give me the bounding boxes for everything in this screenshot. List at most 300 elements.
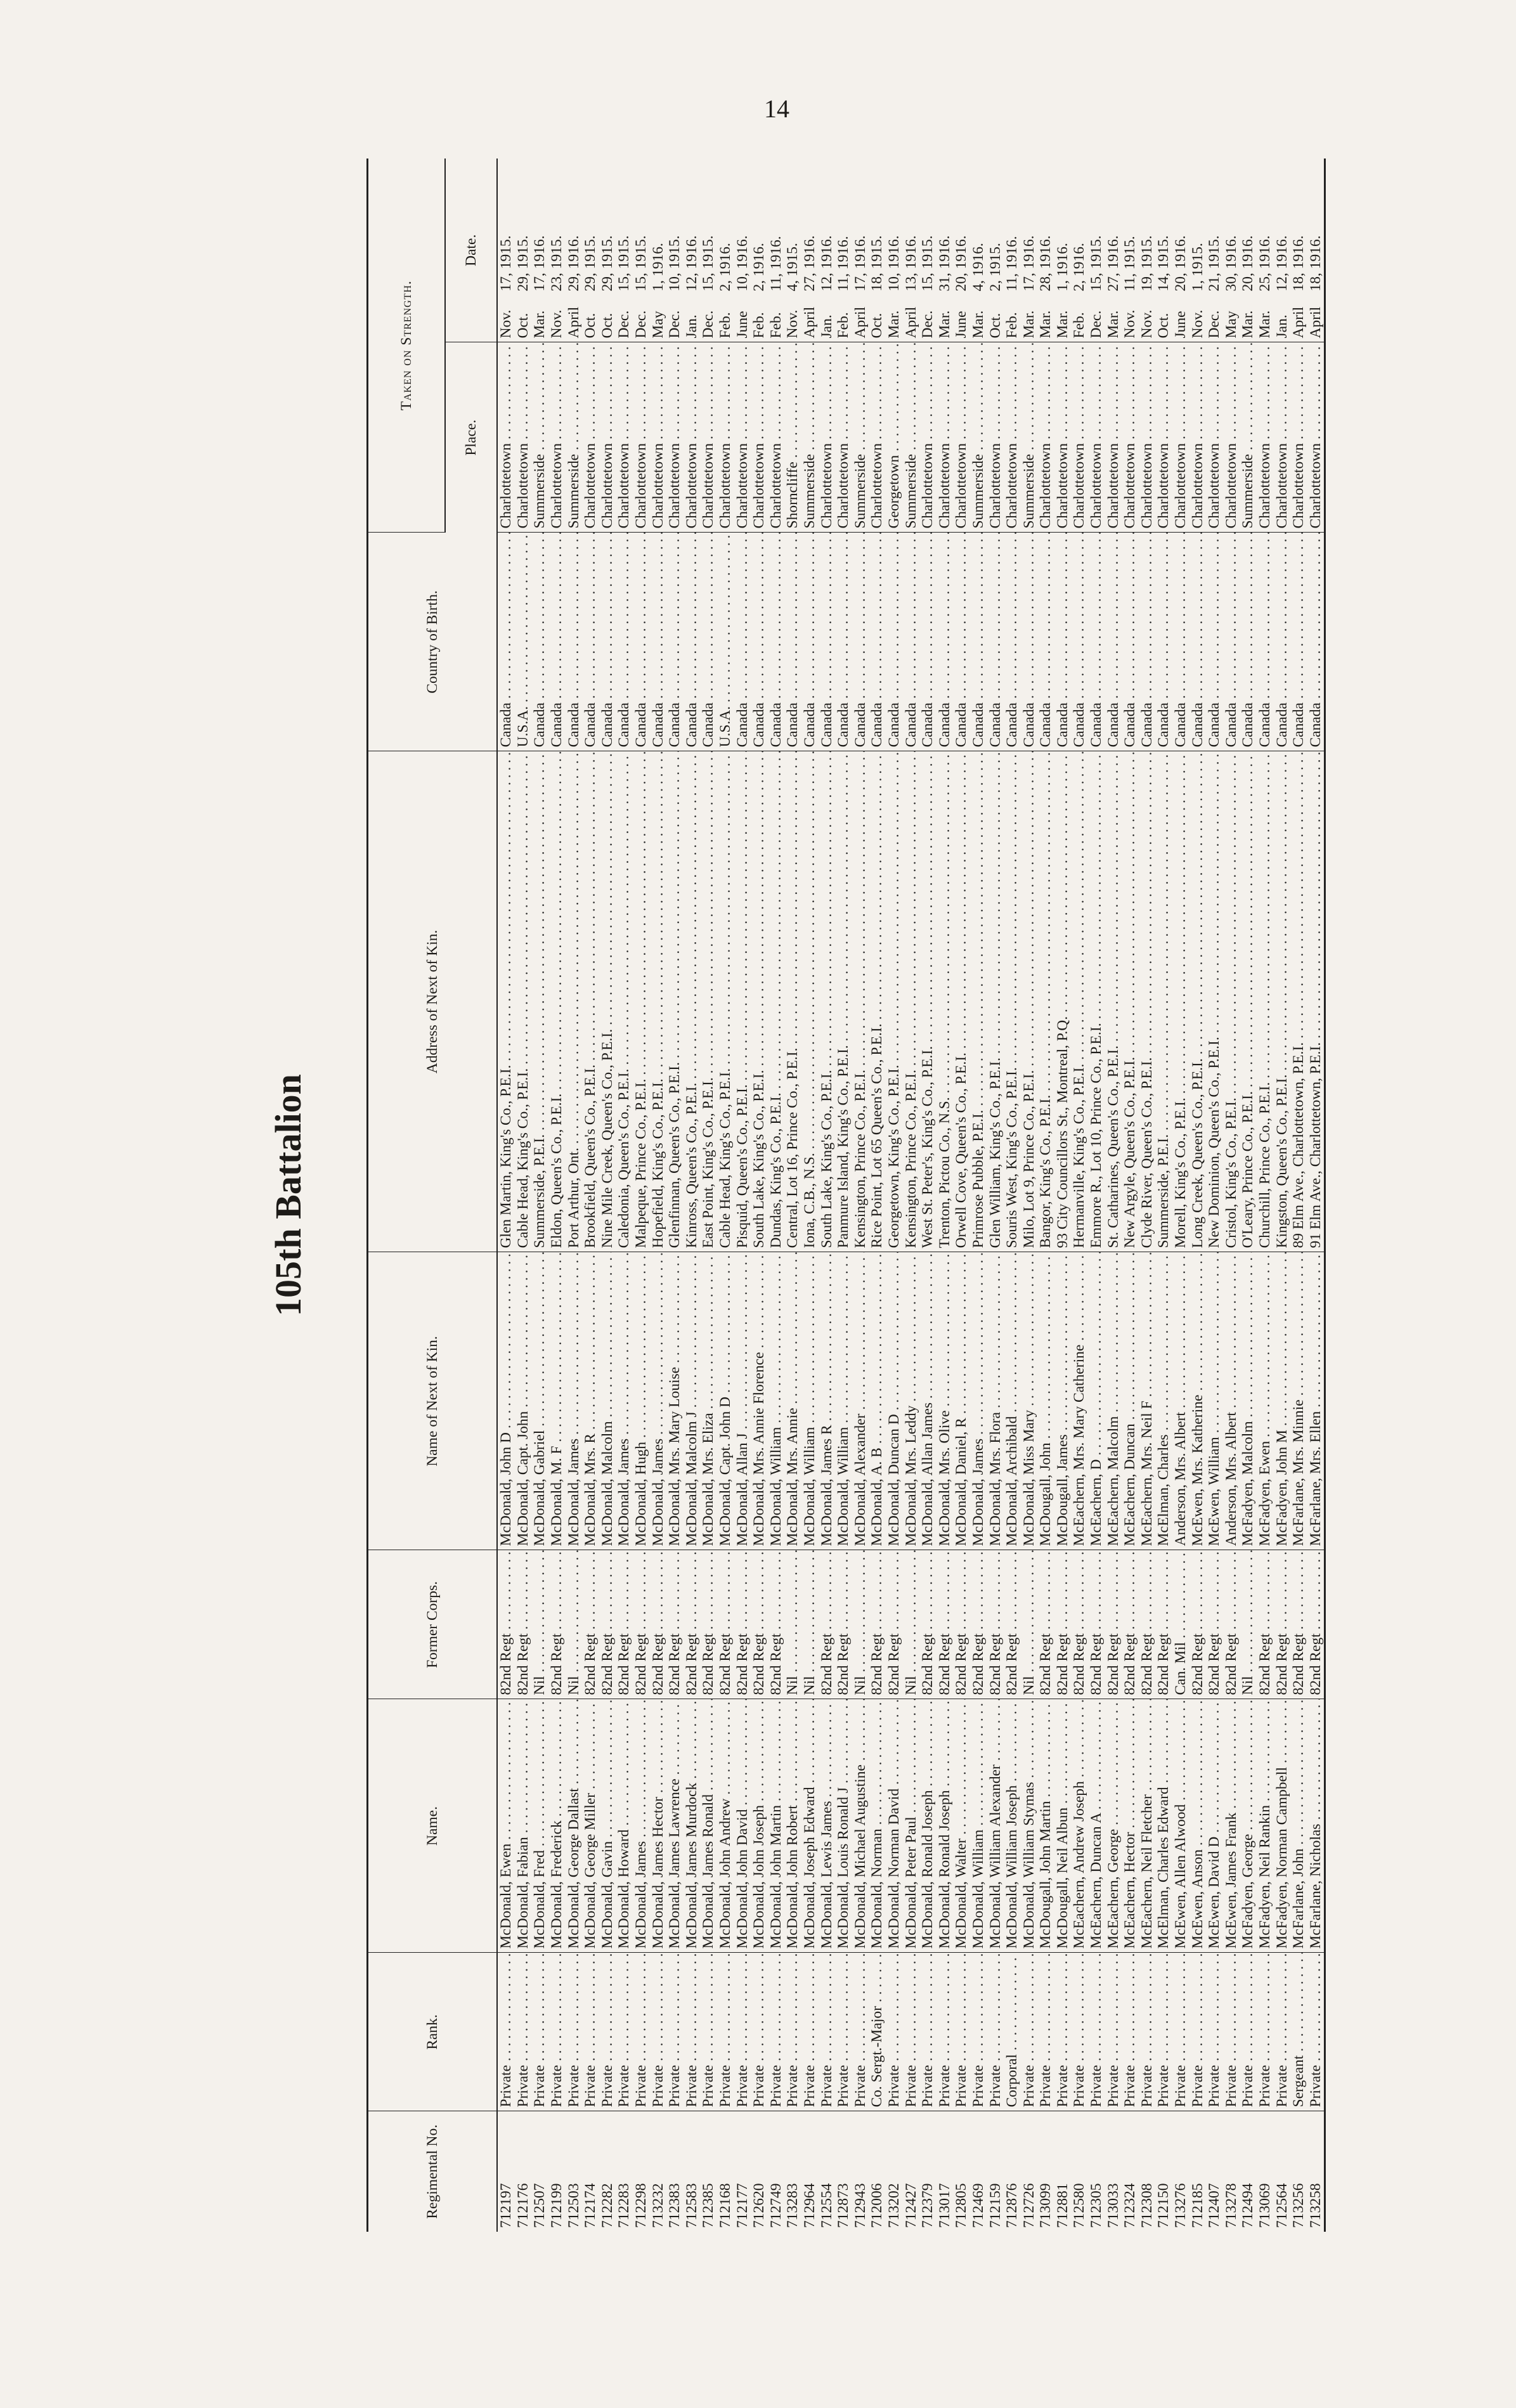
address-cell-text: Cristol, King's Co., P.E.I. . . . xyxy=(1223,751,1240,1248)
name-cell xyxy=(616,1699,633,1953)
place-cell xyxy=(497,342,515,533)
next-of-kin-cell xyxy=(1071,1252,1088,1550)
address-cell xyxy=(902,751,919,1252)
country-cell xyxy=(902,533,919,751)
date-month: May xyxy=(649,311,666,339)
former-corps-cell-text: 82nd Regt . . . xyxy=(1071,1550,1087,1695)
rank-cell-text: Private . . . xyxy=(987,1953,1004,2107)
country-cell xyxy=(886,533,903,751)
date-day-year: 10, 1916. xyxy=(885,235,902,292)
table-row xyxy=(1139,159,1156,2232)
place-cell-text: Charlottetown . . . xyxy=(599,342,616,529)
rank-cell xyxy=(1240,1953,1257,2111)
regimental-no-cell xyxy=(1290,2111,1307,2232)
date-month: Feb. xyxy=(717,312,734,339)
place-cell-text: Charlottetown . . . xyxy=(1071,342,1087,529)
next-of-kin-cell-text: McDonald, Mrs. Annie . . . xyxy=(784,1252,801,1546)
country-cell-text: Canada . . . xyxy=(903,533,919,748)
regimental-no-cell xyxy=(784,2111,801,2232)
place-cell xyxy=(683,342,701,533)
place-cell-text: Charlottetown . . . xyxy=(1223,342,1240,529)
address-cell-text: Eldon, Queen's Co., P.E.I. . . . xyxy=(548,751,565,1248)
regimental-no-cell-text: 712385 xyxy=(700,2183,717,2228)
place-cell xyxy=(1172,342,1189,533)
regimental-no-cell xyxy=(1054,2111,1072,2232)
former-corps-cell-text: 82nd Regt . . . xyxy=(987,1550,1004,1695)
next-of-kin-cell-text: Anderson, Mrs. Albert . . . xyxy=(1172,1252,1189,1546)
regimental-no-cell xyxy=(666,2111,683,2232)
date-month: Nov. xyxy=(1138,309,1155,339)
regimental-no-cell-text: 712943 xyxy=(852,2183,869,2228)
next-of-kin-cell-text: McDonald, Mrs. Flora . . . xyxy=(987,1252,1004,1546)
date-month: April xyxy=(852,306,869,339)
name-cell xyxy=(734,1699,751,1953)
name-cell-text: McEwen, David D . . . xyxy=(1206,1699,1222,1949)
former-corps-cell xyxy=(582,1550,599,1699)
name-cell xyxy=(852,1699,869,1953)
country-cell-text: Canada . . . xyxy=(1172,533,1189,748)
country-cell xyxy=(717,533,734,751)
regimental-no-cell-text: 712185 xyxy=(1189,2183,1206,2228)
date-cell xyxy=(1223,159,1240,342)
regimental-no-cell xyxy=(1155,2111,1172,2232)
address-cell-text: New Argyle, Queen's Co., P.E.I. . . . xyxy=(1122,751,1138,1248)
date-day-year: 29, 1915. xyxy=(599,235,616,292)
next-of-kin-cell-text: McDonald, William . . . xyxy=(768,1252,784,1546)
country-cell-text: Canada . . . xyxy=(1037,533,1054,748)
regimental-no-cell xyxy=(515,2111,532,2232)
next-of-kin-cell-text: McDonald, Malcolm . . . xyxy=(599,1252,616,1546)
former-corps-cell xyxy=(700,1550,717,1699)
next-of-kin-cell-text: McEachern, D . . . xyxy=(1088,1252,1105,1546)
former-corps-cell xyxy=(1273,1550,1290,1699)
former-corps-cell-text: Can. Mil . . . xyxy=(1172,1550,1189,1695)
former-corps-cell xyxy=(936,1550,953,1699)
regimental-no-cell xyxy=(683,2111,701,2232)
former-corps-cell-text: 82nd Regt . . . xyxy=(869,1550,885,1695)
former-corps-cell-text: 82nd Regt . . . xyxy=(1004,1550,1020,1695)
regimental-no-cell-text: 712749 xyxy=(767,2183,784,2228)
table-row xyxy=(970,159,987,2232)
regimental-no-cell-text: 712282 xyxy=(599,2183,616,2228)
former-corps-cell-text: 82nd Regt . . . xyxy=(498,1550,514,1695)
next-of-kin-cell xyxy=(599,1252,616,1550)
address-cell xyxy=(1307,751,1325,1252)
address-cell xyxy=(1105,751,1122,1252)
place-cell-text: Charlottetown . . . xyxy=(1054,342,1071,529)
next-of-kin-cell-text: McDonald, A. B . . . xyxy=(869,1252,885,1546)
former-corps-cell xyxy=(1189,1550,1206,1699)
rank-cell-text: Private . . . xyxy=(1206,1953,1222,2107)
date-cell xyxy=(784,159,801,342)
regimental-no-cell-text: 712176 xyxy=(514,2183,531,2228)
name-cell-text: McDonald, William . . . xyxy=(970,1699,987,1949)
place-cell-text: Summerside . . . xyxy=(1021,342,1037,529)
date-cell xyxy=(1206,159,1223,342)
country-cell-text: Canada . . . xyxy=(616,533,632,748)
rank-cell xyxy=(1020,1953,1037,2111)
country-cell xyxy=(835,533,852,751)
next-of-kin-cell-text: McDonald, James R . . . xyxy=(819,1252,835,1546)
regimental-no-cell xyxy=(1139,2111,1156,2232)
date-cell xyxy=(768,159,785,342)
next-of-kin-cell xyxy=(1037,1252,1054,1550)
regimental-no-cell-text: 712283 xyxy=(616,2183,633,2228)
regimental-no-cell-text: 713069 xyxy=(1257,2183,1274,2228)
former-corps-cell xyxy=(818,1550,835,1699)
next-of-kin-cell xyxy=(1054,1252,1072,1550)
next-of-kin-cell-text: McDonald, Mrs. Olive . . . xyxy=(936,1252,953,1546)
next-of-kin-cell-text: McDonald, Capt. John . . . xyxy=(515,1252,531,1546)
name-cell xyxy=(1206,1699,1223,1953)
place-cell-text: Charlottetown . . . xyxy=(616,342,632,529)
name-cell-text: McDonald, George Miller . . . xyxy=(582,1699,599,1949)
place-cell-text: Charlottetown . . . xyxy=(666,342,683,529)
regimental-no-cell xyxy=(1257,2111,1274,2232)
country-cell xyxy=(1020,533,1037,751)
place-cell xyxy=(936,342,953,533)
address-cell-text: Clyde River, Queen's Co., P.E.I. . . . xyxy=(1139,751,1155,1248)
date-month: April xyxy=(801,306,818,339)
country-cell xyxy=(1139,533,1156,751)
address-cell xyxy=(1273,751,1290,1252)
regimental-no-cell-text: 712168 xyxy=(717,2183,734,2228)
next-of-kin-cell-text: McDonald, James . . . xyxy=(616,1252,632,1546)
country-cell xyxy=(1257,533,1274,751)
date-cell xyxy=(1088,159,1105,342)
address-cell xyxy=(1290,751,1307,1252)
next-of-kin-cell xyxy=(1122,1252,1139,1550)
next-of-kin-cell xyxy=(1273,1252,1290,1550)
country-cell xyxy=(768,533,785,751)
table-row xyxy=(1257,159,1274,2232)
date-day-year: 29, 1915. xyxy=(582,235,599,292)
former-corps-cell-text: 82nd Regt . . . xyxy=(666,1550,683,1695)
name-cell xyxy=(633,1699,650,1953)
date-day-year: 11, 1915. xyxy=(1122,236,1139,292)
regimental-no-cell-text: 712006 xyxy=(869,2183,886,2228)
regimental-no-cell xyxy=(886,2111,903,2232)
regimental-no-cell xyxy=(1004,2111,1021,2232)
country-cell xyxy=(582,533,599,751)
former-corps-cell-text: 82nd Regt . . . xyxy=(633,1550,649,1695)
country-cell xyxy=(1155,533,1172,751)
table-row xyxy=(768,159,785,2232)
place-cell-text: Charlottetown . . . xyxy=(1122,342,1138,529)
place-cell xyxy=(515,342,532,533)
date-month: Nov. xyxy=(784,309,801,339)
address-cell xyxy=(1223,751,1240,1252)
table-row xyxy=(818,159,835,2232)
name-cell-text: McFadyen, Norman Campbell . . . xyxy=(1274,1699,1290,1949)
address-cell-text: Georgetown, King's Co., P.E.I. . . . xyxy=(886,751,902,1248)
address-cell xyxy=(1189,751,1206,1252)
address-cell xyxy=(1206,751,1223,1252)
former-corps-cell xyxy=(565,1550,582,1699)
date-cell xyxy=(1290,159,1307,342)
table-row xyxy=(1037,159,1054,2232)
rank-cell-text: Private . . . xyxy=(903,1953,919,2107)
next-of-kin-cell-text: McDonald, William . . . xyxy=(835,1252,852,1546)
place-cell-text: Charlottetown . . . xyxy=(1037,342,1054,529)
next-of-kin-cell xyxy=(1155,1252,1172,1550)
next-of-kin-cell xyxy=(886,1252,903,1550)
name-cell-text: McDonald, William Joseph . . . xyxy=(1004,1699,1020,1949)
place-cell xyxy=(987,342,1004,533)
rank-cell-text: Private . . . xyxy=(599,1953,616,2107)
name-cell xyxy=(683,1699,701,1953)
country-cell xyxy=(548,533,566,751)
rank-cell-text: Private . . . xyxy=(852,1953,869,2107)
country-cell xyxy=(919,533,936,751)
country-cell xyxy=(1054,533,1072,751)
next-of-kin-cell xyxy=(936,1252,953,1550)
address-cell xyxy=(531,751,548,1252)
country-cell xyxy=(1206,533,1223,751)
rank-cell-text: Private . . . xyxy=(1189,1953,1206,2107)
table-row xyxy=(1206,159,1223,2232)
next-of-kin-cell xyxy=(582,1252,599,1550)
rank-cell-text: Private . . . xyxy=(548,1953,565,2107)
name-cell-text: McDonald, Ronald Joseph . . . xyxy=(936,1699,953,1949)
date-month: Mar. xyxy=(969,310,987,339)
country-cell-text: Canada . . . xyxy=(599,533,616,748)
next-of-kin-cell xyxy=(700,1252,717,1550)
former-corps-cell xyxy=(616,1550,633,1699)
regimental-no-cell xyxy=(1273,2111,1290,2232)
name-cell xyxy=(1223,1699,1240,1953)
rank-cell xyxy=(919,1953,936,2111)
former-corps-cell xyxy=(1172,1550,1189,1699)
date-month: Oct. xyxy=(987,313,1004,339)
country-cell xyxy=(936,533,953,751)
date-day-year: 13, 1916. xyxy=(902,235,919,292)
country-cell xyxy=(1307,533,1325,751)
country-cell-text: Canada . . . xyxy=(970,533,987,748)
name-cell xyxy=(1037,1699,1054,1953)
place-cell-text: Charlottetown . . . xyxy=(751,342,767,529)
header-former-corps: Former Corps. xyxy=(368,1550,497,1699)
table-row xyxy=(1172,159,1189,2232)
rank-cell-text: Private . . . xyxy=(1071,1953,1087,2107)
rank-cell xyxy=(1290,1953,1307,2111)
place-cell xyxy=(582,342,599,533)
address-cell xyxy=(666,751,683,1252)
place-cell xyxy=(919,342,936,533)
country-cell xyxy=(497,533,515,751)
next-of-kin-cell-text: McDonald, John D . . . xyxy=(498,1252,514,1546)
place-cell xyxy=(734,342,751,533)
place-cell-text: Charlottetown . . . xyxy=(936,342,953,529)
name-cell xyxy=(1155,1699,1172,1953)
name-cell xyxy=(548,1699,566,1953)
rank-cell-text: Private . . . xyxy=(734,1953,751,2107)
table-row xyxy=(633,159,650,2232)
former-corps-cell-text: Nil . . . xyxy=(566,1550,582,1695)
rank-cell xyxy=(801,1953,819,2111)
date-cell xyxy=(1105,159,1122,342)
address-cell-text: South Lake, King's Co., P.E.I. . . . xyxy=(751,751,767,1248)
name-cell xyxy=(1257,1699,1274,1953)
date-cell xyxy=(700,159,717,342)
regimental-no-cell-text: 712503 xyxy=(565,2183,582,2228)
regimental-no-cell-text: 712298 xyxy=(633,2183,650,2228)
date-month: Dec. xyxy=(666,310,683,339)
next-of-kin-cell xyxy=(649,1252,666,1550)
next-of-kin-cell-text: McEachern, Mrs. Mary Catherine . . . xyxy=(1071,1252,1087,1546)
rank-cell xyxy=(616,1953,633,2111)
regimental-no-cell-text: 713033 xyxy=(1105,2183,1122,2228)
date-day-year: 2, 1916. xyxy=(717,243,734,292)
date-cell xyxy=(616,159,633,342)
name-cell xyxy=(818,1699,835,1953)
rank-cell xyxy=(717,1953,734,2111)
regimental-no-cell-text: 712873 xyxy=(835,2183,852,2228)
country-cell xyxy=(1037,533,1054,751)
rank-cell-text: Private . . . xyxy=(1037,1953,1054,2107)
former-corps-cell-text: 82nd Regt . . . xyxy=(1290,1550,1307,1695)
table-row xyxy=(1155,159,1172,2232)
table-row xyxy=(953,159,970,2232)
name-cell xyxy=(717,1699,734,1953)
rank-cell-text: Private . . . xyxy=(919,1953,936,2107)
name-cell-text: McDonald, Michael Augustine . . . xyxy=(852,1699,869,1949)
date-month: Mar. xyxy=(936,310,953,339)
regimental-no-cell-text: 712580 xyxy=(1071,2183,1088,2228)
place-cell xyxy=(902,342,919,533)
regimental-no-cell xyxy=(1020,2111,1037,2232)
name-cell-text: McEachern, Andrew Joseph . . . xyxy=(1071,1699,1087,1949)
next-of-kin-cell-text: McEachern, Mrs. Neil F . . . xyxy=(1139,1252,1155,1546)
address-cell xyxy=(649,751,666,1252)
address-cell-text: Morell, King's Co., P.E.I. . . . xyxy=(1172,751,1189,1248)
former-corps-cell-text: 82nd Regt . . . xyxy=(616,1550,632,1695)
country-cell-text: Canada . . . xyxy=(1290,533,1307,748)
country-cell-text: Canada . . . xyxy=(1139,533,1155,748)
address-cell xyxy=(953,751,970,1252)
date-day-year: 27, 1916. xyxy=(801,235,818,292)
name-cell-text: McDonald, Fabian . . . xyxy=(515,1699,531,1949)
next-of-kin-cell-text: McDonald, William . . . xyxy=(801,1252,818,1546)
regimental-no-cell xyxy=(953,2111,970,2232)
date-month: Oct. xyxy=(1155,313,1172,339)
next-of-kin-cell-text: McDonald, Mrs. Annie Florence . . . xyxy=(751,1252,767,1546)
former-corps-cell-text: 82nd Regt . . . xyxy=(953,1550,969,1695)
name-cell-text: McFadyen, George . . . xyxy=(1240,1699,1256,1949)
date-cell xyxy=(515,159,532,342)
date-day-year: 21, 1915. xyxy=(1206,235,1223,292)
name-cell-text: McDonald, James . . . xyxy=(633,1699,649,1949)
place-cell xyxy=(1155,342,1172,533)
date-cell xyxy=(1172,159,1189,342)
name-cell xyxy=(531,1699,548,1953)
address-cell-text: Glen Martin, King's Co., P.E.I. . . . xyxy=(498,751,514,1248)
rank-cell xyxy=(936,1953,953,2111)
country-cell xyxy=(700,533,717,751)
date-day-year: 1, 1916. xyxy=(649,243,666,292)
place-cell-text: Charlottetown . . . xyxy=(1139,342,1155,529)
place-cell xyxy=(531,342,548,533)
date-cell xyxy=(683,159,701,342)
country-cell-text: Canada . . . xyxy=(1223,533,1240,748)
date-month: Mar. xyxy=(1037,310,1054,339)
country-cell xyxy=(1088,533,1105,751)
rank-cell xyxy=(1054,1953,1072,2111)
rank-cell xyxy=(1223,1953,1240,2111)
name-cell xyxy=(953,1699,970,1953)
name-cell xyxy=(751,1699,768,1953)
place-cell xyxy=(717,342,734,533)
date-day-year: 25, 1916. xyxy=(1257,235,1274,292)
date-day-year: 20, 1916. xyxy=(1240,235,1257,292)
date-cell xyxy=(1071,159,1088,342)
date-day-year: 15, 1915. xyxy=(633,235,650,292)
next-of-kin-cell xyxy=(784,1252,801,1550)
next-of-kin-cell xyxy=(633,1252,650,1550)
name-cell xyxy=(582,1699,599,1953)
table-row xyxy=(1054,159,1072,2232)
place-cell xyxy=(751,342,768,533)
rank-cell-text: Private . . . xyxy=(1054,1953,1071,2107)
date-month: Oct. xyxy=(869,313,886,339)
name-cell xyxy=(1105,1699,1122,1953)
former-corps-cell-text: 82nd Regt . . . xyxy=(1189,1550,1206,1695)
table-row xyxy=(497,159,515,2232)
date-day-year: 20, 1916. xyxy=(953,235,970,292)
place-cell-text: Charlottetown . . . xyxy=(1274,342,1290,529)
place-cell xyxy=(633,342,650,533)
next-of-kin-cell-text: McEachern, Duncan . . . xyxy=(1122,1252,1138,1546)
regimental-no-cell xyxy=(1189,2111,1206,2232)
address-cell-text: Summerside, P.E.I. . . . xyxy=(1155,751,1172,1248)
country-cell-text: Canada . . . xyxy=(1105,533,1122,748)
rank-cell xyxy=(1155,1953,1172,2111)
name-cell xyxy=(1273,1699,1290,1953)
country-cell-text: Canada . . . xyxy=(751,533,767,748)
place-cell-text: Summerside . . . xyxy=(531,342,548,529)
date-day-year: 17, 1916. xyxy=(1020,235,1037,292)
date-cell xyxy=(1020,159,1037,342)
next-of-kin-cell xyxy=(717,1252,734,1550)
regimental-no-cell xyxy=(649,2111,666,2232)
place-cell xyxy=(1020,342,1037,533)
next-of-kin-cell-text: McDonald, Allan J . . . xyxy=(734,1252,751,1546)
former-corps-cell-text: 82nd Regt . . . xyxy=(734,1550,751,1695)
regimental-no-cell xyxy=(633,2111,650,2232)
header-date: Date. xyxy=(445,159,497,342)
regimental-no-cell xyxy=(548,2111,566,2232)
date-cell xyxy=(1189,159,1206,342)
regimental-no-cell xyxy=(565,2111,582,2232)
address-cell-text: Malpeque, Prince Co., P.E.I. . . . xyxy=(633,751,649,1248)
next-of-kin-cell xyxy=(616,1252,633,1550)
name-cell-text: McDonald, Frederick . . . xyxy=(548,1699,565,1949)
name-cell xyxy=(515,1699,532,1953)
rank-cell xyxy=(784,1953,801,2111)
regimental-no-cell-text: 712494 xyxy=(1240,2183,1257,2228)
country-cell-text: Canada . . . xyxy=(650,533,666,748)
table-row xyxy=(886,159,903,2232)
rank-cell xyxy=(1105,1953,1122,2111)
date-day-year: 19, 1915. xyxy=(1138,235,1155,292)
table-row xyxy=(717,159,734,2232)
country-cell xyxy=(1172,533,1189,751)
country-cell-text: Canada . . . xyxy=(1307,533,1324,748)
next-of-kin-cell-text: McDonald, Miss Mary . . . xyxy=(1021,1252,1037,1546)
next-of-kin-cell xyxy=(515,1252,532,1550)
country-cell xyxy=(616,533,633,751)
name-cell-text: McDonald, James Murdock . . . xyxy=(683,1699,700,1949)
